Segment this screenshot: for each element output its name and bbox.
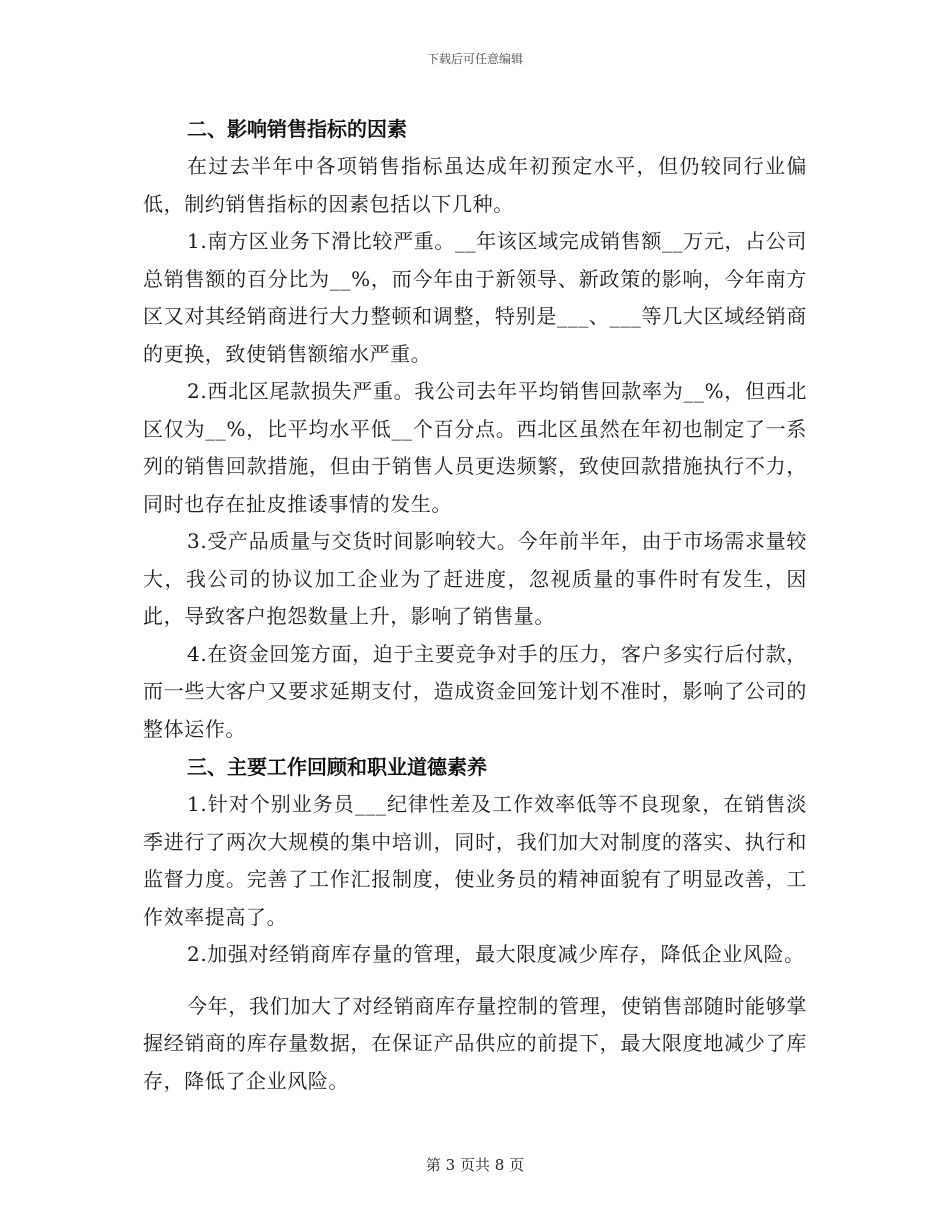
page-header-note: 下载后可任意编辑 [426,52,523,66]
section-3-paragraph: 今年，我们加大了对经销商库存量控制的管理，使销售部随时能够掌握经销商的库存量数据，在保证产品供应的前提下，最大限度地减少了库存，降低了企业风险。 [143,993,807,1093]
section-3-item-1: 1.针对个别业务员___纪律性差及工作效率低等不良现象，在销售淡季进行了两次大规模的集中培训，同时，我们加大对制度的落实、执行和监督力度。完善了工作汇报制度，使业务员的精神面貌有了明显改善，工作效率提高了。 [143,792,807,929]
page-footer-number: 第 3 页共 8 页 [425,1156,525,1174]
section-2-intro: 在过去半年中各项销售指标虽达成年初预定水平，但仍较同行业偏低，制约销售指标的因素包括以下几种。 [143,154,807,216]
section-2-item-4: 4.在资金回笼方面，迫于主要竞争对手的压力，客户多实行后付款，而一些大客户又要求延期支付，造成资金回笼计划不准时，影响了公司的整体运作。 [143,641,807,741]
section-2-item-3: 3.受产品质量与交货时间影响较大。今年前半年，由于市场需求量较大，我公司的协议加工企业为了赶进度，忽视质量的事件时有发生，因此，导致客户抱怨数量上升，影响了销售量。 [143,529,807,628]
section-2-title: 二、影响销售指标的因素 [187,117,407,141]
section-3-title: 三、主要工作回顾和职业道德素养 [187,755,487,779]
section-2-item-2: 2.西北区尾款损失严重。我公司去年平均销售回款率为__%，但西北区仅为__%，比平均水平低__个百分点。西北区虽然在年初也制定了一系列的销售回款措施，但由于销售人员更迭频繁，致使回款措施执行不力，同时也存在扯皮推诿事情的发生。 [143,379,807,516]
section-2-item-1: 1.南方区业务下滑比较严重。__年该区域完成销售额__万元，占公司总销售额的百分比为__%，而今年由于新领导、新政策的影响，今年南方区又对其经销商进行大力整顿和调整，特别是___、___等几大区域经销商的更换，致使销售额缩水严重。 [143,229,807,366]
section-3-item-2: 2.加强对经销商库存量的管理，最大限度减少库存，降低企业风险。 [187,942,805,966]
document-body [143,110,807,1100]
